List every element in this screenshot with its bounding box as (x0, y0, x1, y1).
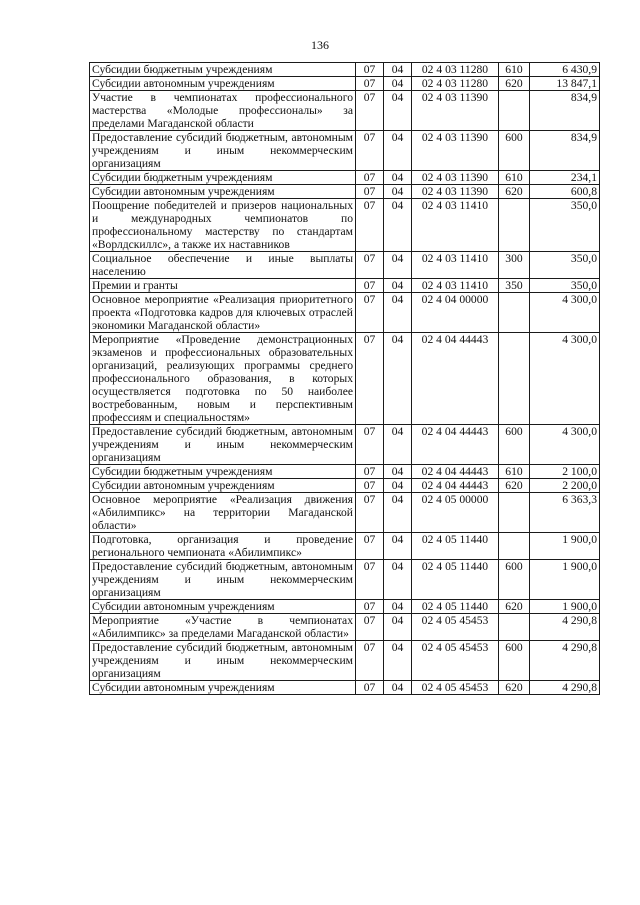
table-row (90, 252, 600, 279)
table-row (90, 479, 600, 493)
cell-section: 07 (356, 681, 384, 695)
cell-section: 07 (356, 91, 384, 131)
cell-expense-type (499, 91, 530, 131)
cell-target-article: 02 4 03 11390 (412, 185, 499, 199)
cell-target-article: 02 4 04 44443 (412, 479, 499, 493)
cell-expense-type (499, 293, 530, 333)
cell-subsection: 04 (384, 560, 412, 600)
cell-subsection: 04 (384, 465, 412, 479)
cell-target-article: 02 4 04 00000 (412, 293, 499, 333)
cell-amount: 4 300,0 (530, 293, 600, 333)
cell-subsection: 04 (384, 131, 412, 171)
cell-name: Субсидии автономным учреждениям (90, 600, 356, 614)
cell-target-article: 02 4 03 11390 (412, 171, 499, 185)
cell-target-article: 02 4 04 44443 (412, 333, 499, 425)
cell-section: 07 (356, 493, 384, 533)
cell-target-article: 02 4 03 11410 (412, 252, 499, 279)
cell-target-article: 02 4 03 11390 (412, 131, 499, 171)
cell-target-article: 02 4 05 11440 (412, 533, 499, 560)
cell-amount: 1 900,0 (530, 600, 600, 614)
cell-amount: 4 300,0 (530, 425, 600, 465)
table-row (90, 199, 600, 252)
cell-target-article: 02 4 05 00000 (412, 493, 499, 533)
cell-section: 07 (356, 185, 384, 199)
cell-name: Социальное обеспечение и иные выплаты населению (90, 252, 356, 279)
cell-amount: 4 290,8 (530, 681, 600, 695)
cell-name: Подготовка, организация и проведение регионального чемпионата «Абилимпикс» (90, 533, 356, 560)
cell-section: 07 (356, 560, 384, 600)
cell-subsection: 04 (384, 681, 412, 695)
cell-amount: 13 847,1 (530, 77, 600, 91)
cell-subsection: 04 (384, 333, 412, 425)
table-row (90, 293, 600, 333)
cell-amount: 2 200,0 (530, 479, 600, 493)
cell-subsection: 04 (384, 533, 412, 560)
table-row (90, 333, 600, 425)
cell-section: 07 (356, 77, 384, 91)
cell-expense-type (499, 614, 530, 641)
cell-subsection: 04 (384, 425, 412, 465)
page-number: 136 (311, 38, 329, 52)
cell-name: Поощрение победителей и призеров национальных и международных чемпионатов по профессиональному мастерству по стандартам «Ворлдскиллс», а также их наставников (90, 199, 356, 252)
cell-section: 07 (356, 171, 384, 185)
cell-target-article: 02 4 04 44443 (412, 465, 499, 479)
cell-amount: 6 430,9 (530, 63, 600, 77)
cell-subsection: 04 (384, 600, 412, 614)
cell-name: Основное мероприятие «Реализация движения «Абилимпикс» на территории Магаданской области» (90, 493, 356, 533)
cell-section: 07 (356, 641, 384, 681)
cell-expense-type: 600 (499, 641, 530, 681)
cell-target-article: 02 4 03 11390 (412, 91, 499, 131)
cell-subsection: 04 (384, 252, 412, 279)
cell-target-article: 02 4 03 11280 (412, 77, 499, 91)
cell-section: 07 (356, 131, 384, 171)
table-row (90, 614, 600, 641)
cell-target-article: 02 4 03 11410 (412, 279, 499, 293)
cell-section: 07 (356, 600, 384, 614)
cell-section: 07 (356, 465, 384, 479)
table-row (90, 185, 600, 199)
cell-section: 07 (356, 479, 384, 493)
cell-amount: 834,9 (530, 131, 600, 171)
cell-name: Основное мероприятие «Реализация приоритетного проекта «Подготовка кадров для ключевых отраслей экономики Магаданской области» (90, 293, 356, 333)
cell-name: Предоставление субсидий бюджетным, автономным учреждениям и иным некоммерческим организациям (90, 560, 356, 600)
cell-name: Предоставление субсидий бюджетным, автономным учреждениям и иным некоммерческим организациям (90, 131, 356, 171)
cell-subsection: 04 (384, 293, 412, 333)
cell-expense-type: 610 (499, 171, 530, 185)
cell-name: Субсидии бюджетным учреждениям (90, 171, 356, 185)
cell-subsection: 04 (384, 641, 412, 681)
table-row (90, 279, 600, 293)
cell-expense-type: 610 (499, 465, 530, 479)
cell-section: 07 (356, 533, 384, 560)
cell-amount: 234,1 (530, 171, 600, 185)
cell-expense-type: 600 (499, 560, 530, 600)
cell-target-article: 02 4 04 44443 (412, 425, 499, 465)
cell-target-article: 02 4 05 11440 (412, 560, 499, 600)
cell-amount: 2 100,0 (530, 465, 600, 479)
cell-target-article: 02 4 05 45453 (412, 641, 499, 681)
cell-expense-type: 620 (499, 600, 530, 614)
cell-amount: 1 900,0 (530, 533, 600, 560)
cell-subsection: 04 (384, 279, 412, 293)
cell-amount: 4 290,8 (530, 641, 600, 681)
cell-amount: 4 300,0 (530, 333, 600, 425)
table-row (90, 171, 600, 185)
cell-target-article: 02 4 05 45453 (412, 614, 499, 641)
cell-name: Субсидии автономным учреждениям (90, 77, 356, 91)
cell-section: 07 (356, 614, 384, 641)
table-row (90, 560, 600, 600)
cell-name: Премии и гранты (90, 279, 356, 293)
table-row (90, 533, 600, 560)
cell-expense-type (499, 333, 530, 425)
cell-section: 07 (356, 199, 384, 252)
cell-expense-type (499, 493, 530, 533)
cell-subsection: 04 (384, 171, 412, 185)
cell-expense-type (499, 199, 530, 252)
cell-name: Субсидии автономным учреждениям (90, 681, 356, 695)
table-row (90, 641, 600, 681)
cell-target-article: 02 4 05 45453 (412, 681, 499, 695)
cell-amount: 350,0 (530, 199, 600, 252)
cell-amount: 600,8 (530, 185, 600, 199)
cell-name: Субсидии бюджетным учреждениям (90, 63, 356, 77)
cell-name: Предоставление субсидий бюджетным, автономным учреждениям и иным некоммерческим организациям (90, 641, 356, 681)
cell-name: Субсидии автономным учреждениям (90, 479, 356, 493)
table-row (90, 493, 600, 533)
cell-amount: 834,9 (530, 91, 600, 131)
cell-expense-type: 600 (499, 131, 530, 171)
cell-subsection: 04 (384, 77, 412, 91)
cell-name: Предоставление субсидий бюджетным, автономным учреждениям и иным некоммерческим организациям (90, 425, 356, 465)
cell-section: 07 (356, 279, 384, 293)
cell-amount: 6 363,3 (530, 493, 600, 533)
cell-amount: 350,0 (530, 252, 600, 279)
cell-amount: 1 900,0 (530, 560, 600, 600)
cell-expense-type: 300 (499, 252, 530, 279)
cell-amount: 4 290,8 (530, 614, 600, 641)
budget-table-body (90, 63, 600, 695)
cell-name: Мероприятие «Участие в чемпионатах «Абилимпикс» за пределами Магаданской области» (90, 614, 356, 641)
cell-section: 07 (356, 333, 384, 425)
cell-subsection: 04 (384, 91, 412, 131)
table-row (90, 425, 600, 465)
cell-expense-type (499, 533, 530, 560)
table-row (90, 91, 600, 131)
cell-expense-type: 620 (499, 77, 530, 91)
cell-name: Участие в чемпионатах профессионального мастерства «Молодые профессионалы» за пределами Магаданской области (90, 91, 356, 131)
cell-subsection: 04 (384, 614, 412, 641)
cell-expense-type: 620 (499, 479, 530, 493)
cell-expense-type: 610 (499, 63, 530, 77)
cell-subsection: 04 (384, 479, 412, 493)
table-row (90, 465, 600, 479)
cell-amount: 350,0 (530, 279, 600, 293)
budget-table (89, 62, 600, 695)
cell-expense-type: 620 (499, 185, 530, 199)
cell-name: Субсидии автономным учреждениям (90, 185, 356, 199)
cell-name: Мероприятие «Проведение демонстрационных экзаменов и профессиональных образовательных организаций, реализующих программы среднего профессионального образования, в которых осуществляется подготовка по 50 наиболее востребованным, новым и перспективным профессиям и специальностям» (90, 333, 356, 425)
cell-section: 07 (356, 293, 384, 333)
cell-section: 07 (356, 425, 384, 465)
table-row (90, 600, 600, 614)
cell-subsection: 04 (384, 493, 412, 533)
cell-name: Субсидии бюджетным учреждениям (90, 465, 356, 479)
table-row (90, 77, 600, 91)
cell-subsection: 04 (384, 199, 412, 252)
table-row (90, 131, 600, 171)
cell-expense-type: 620 (499, 681, 530, 695)
cell-subsection: 04 (384, 63, 412, 77)
table-row (90, 63, 600, 77)
cell-target-article: 02 4 03 11280 (412, 63, 499, 77)
cell-section: 07 (356, 63, 384, 77)
cell-section: 07 (356, 252, 384, 279)
cell-target-article: 02 4 05 11440 (412, 600, 499, 614)
cell-subsection: 04 (384, 185, 412, 199)
cell-target-article: 02 4 03 11410 (412, 199, 499, 252)
cell-expense-type: 600 (499, 425, 530, 465)
cell-expense-type: 350 (499, 279, 530, 293)
table-row (90, 681, 600, 695)
